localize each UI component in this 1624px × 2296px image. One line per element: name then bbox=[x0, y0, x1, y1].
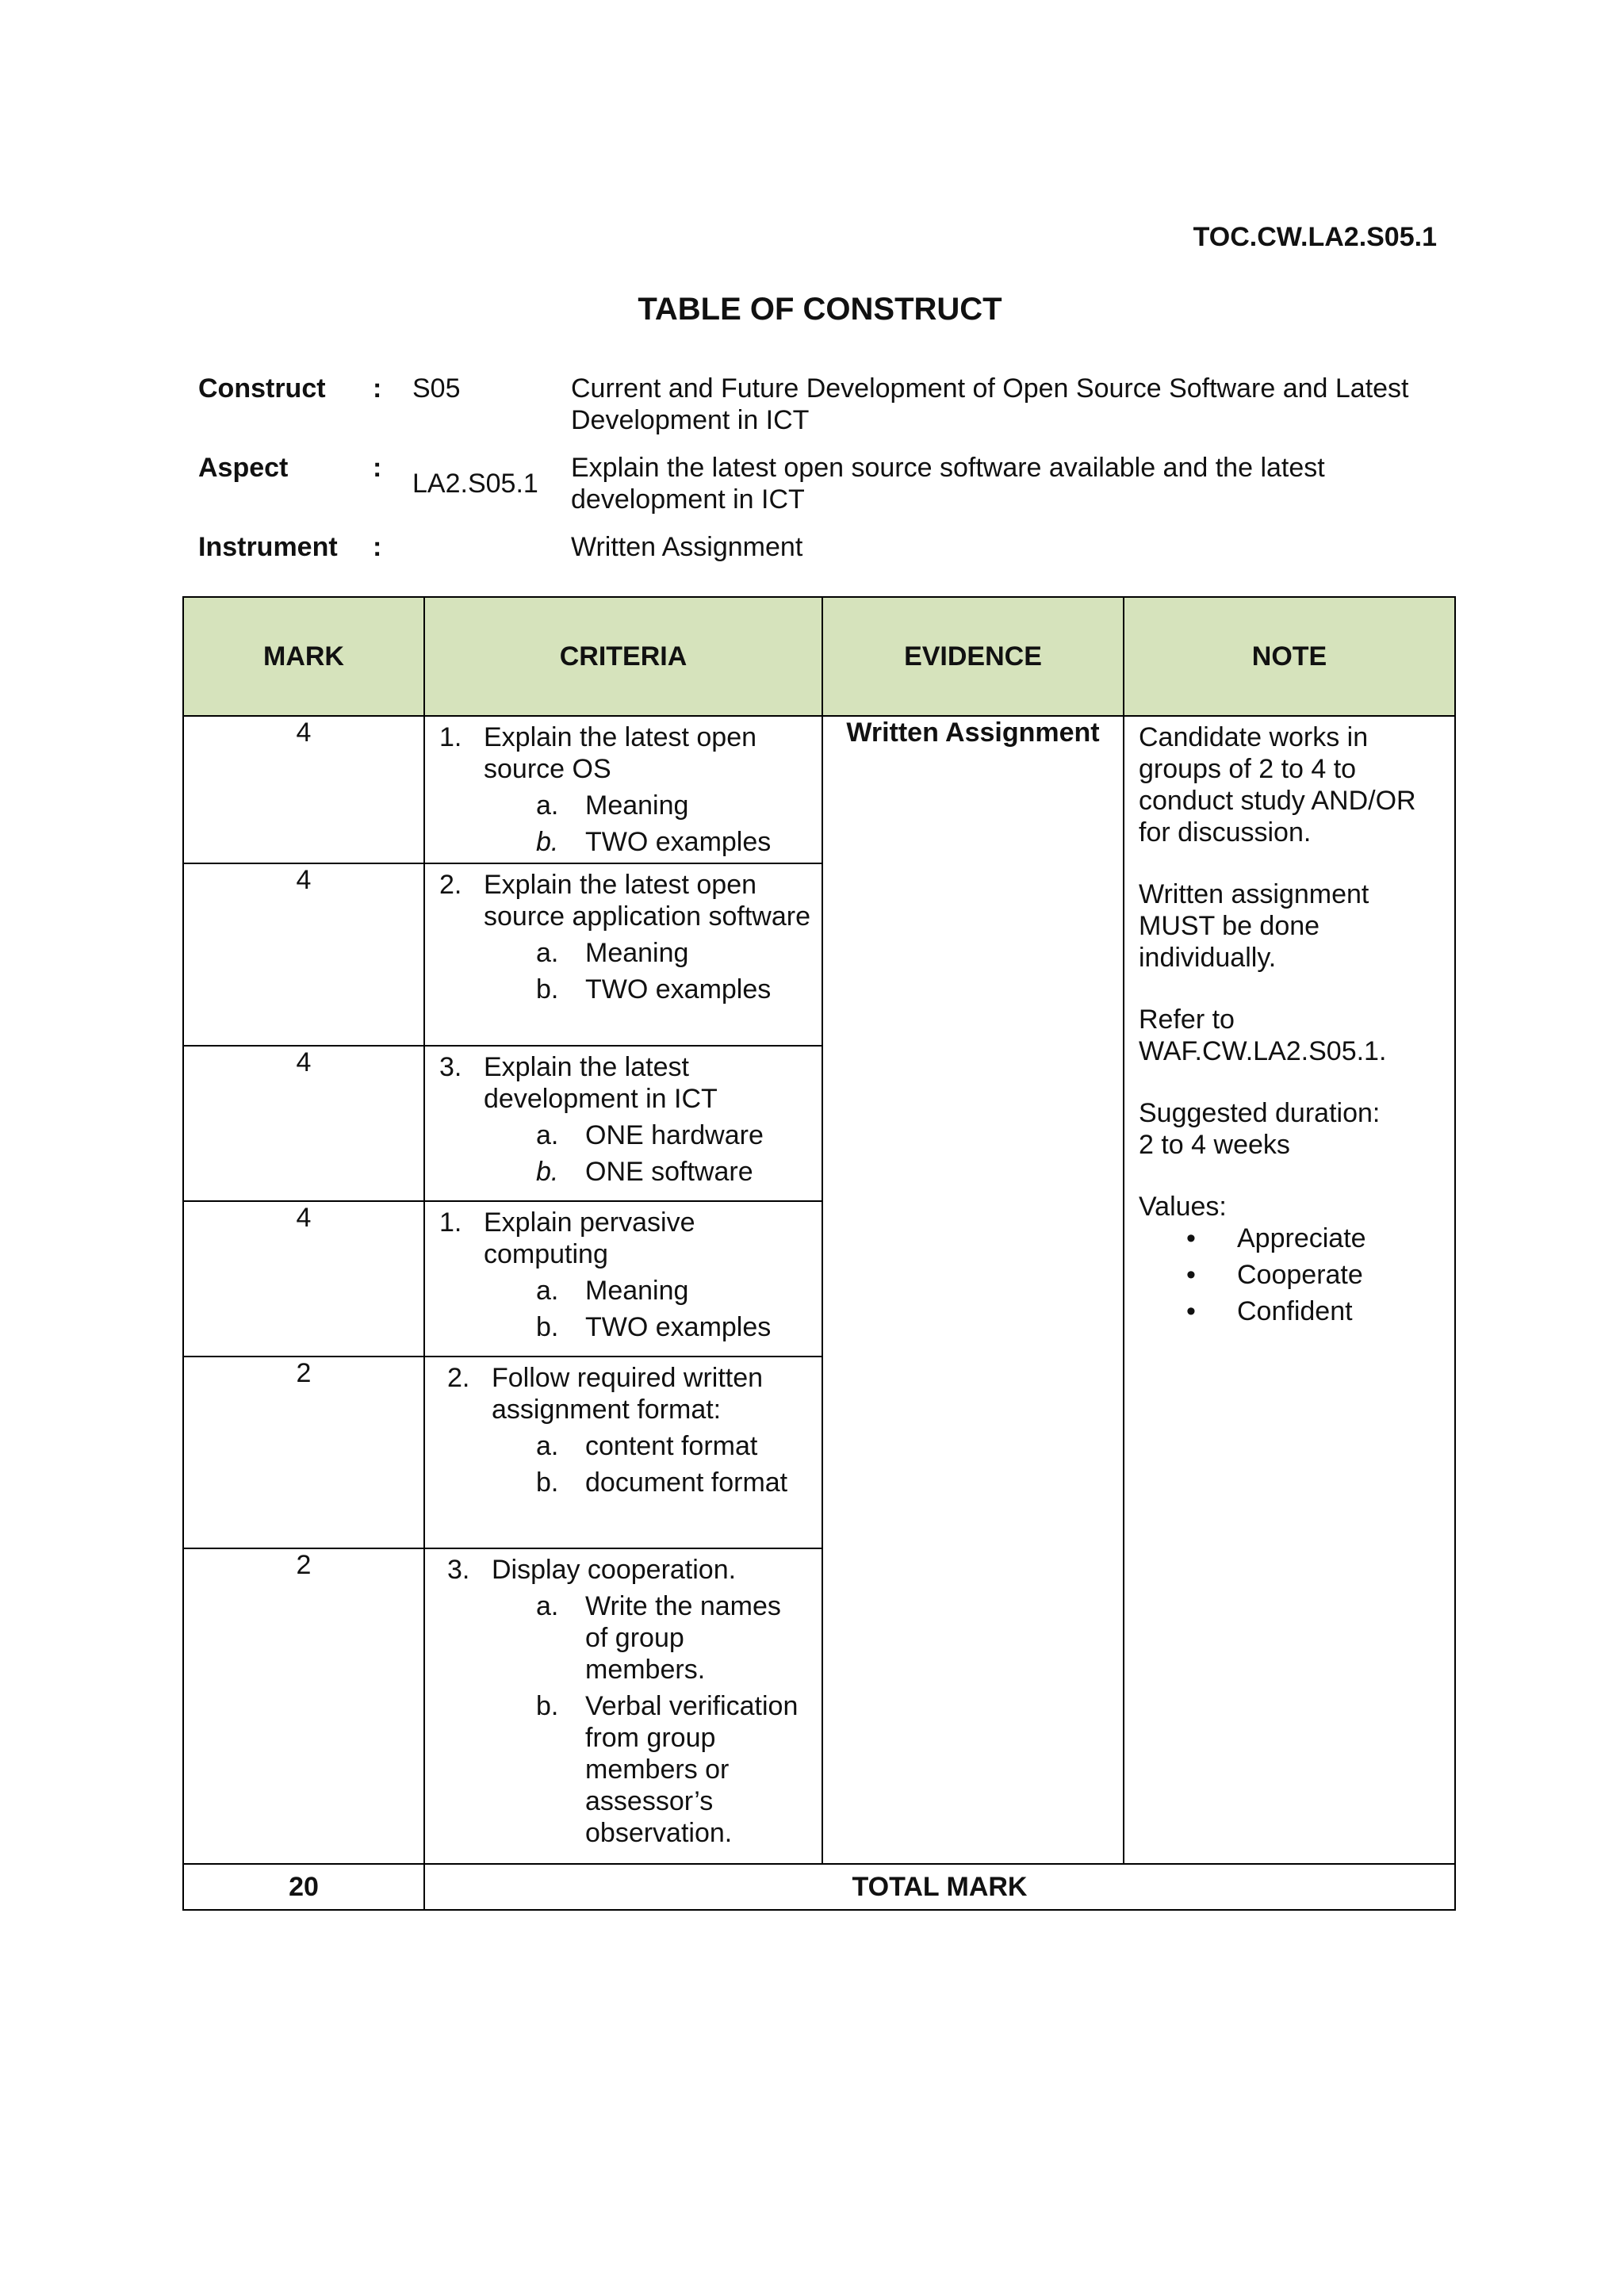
subitem-letter: a. bbox=[536, 1431, 559, 1461]
bullet-icon: • bbox=[1186, 1296, 1196, 1326]
construct-description: Current and Future Development of Open Source Software and Latest Development in ICT bbox=[571, 373, 1409, 435]
total-row bbox=[183, 1864, 1455, 1910]
subitem-letter: b. bbox=[536, 1468, 559, 1498]
subitem-text: TWO examples bbox=[585, 827, 772, 857]
subitem-letter: a. bbox=[536, 1120, 559, 1150]
instrument-description: Written Assignment bbox=[571, 532, 803, 562]
criteria-cell bbox=[424, 1357, 822, 1548]
aspect-description: Explain the latest open source software available and the latest development in ICT bbox=[571, 453, 1325, 515]
criteria-text: Explain the latest development in ICT bbox=[484, 1052, 718, 1114]
table-row bbox=[183, 716, 1455, 863]
subitem-text: Meaning bbox=[585, 938, 689, 968]
aspect-code: LA2.S05.1 bbox=[412, 469, 538, 499]
subitem-text: ONE software bbox=[585, 1157, 753, 1187]
criteria-item bbox=[436, 1554, 810, 1586]
instrument-row bbox=[198, 531, 1451, 563]
criteria-item bbox=[436, 721, 810, 785]
subitem-letter: b. bbox=[536, 1691, 559, 1721]
subitem-text: ONE hardware bbox=[585, 1120, 764, 1150]
criteria-subitem bbox=[436, 826, 810, 858]
subitem-letter: b. bbox=[536, 1157, 559, 1187]
subitem-text: Meaning bbox=[585, 790, 689, 821]
criteria-cell bbox=[424, 716, 822, 863]
subitem-letter: a. bbox=[536, 1276, 559, 1306]
aspect-colon: : bbox=[373, 453, 382, 483]
criteria-item bbox=[436, 1207, 810, 1270]
criteria-number: 1. bbox=[439, 722, 462, 752]
note-paragraph: Refer to WAF.CW.LA2.S05.1. bbox=[1139, 1004, 1387, 1066]
construct-code: S05 bbox=[412, 373, 461, 404]
instrument-label: Instrument bbox=[198, 532, 338, 562]
bullet-icon: • bbox=[1186, 1223, 1196, 1253]
criteria-number: 3. bbox=[447, 1555, 470, 1585]
construct-table bbox=[182, 596, 1456, 1911]
criteria-item bbox=[436, 1362, 810, 1425]
criteria-subitem bbox=[436, 790, 810, 821]
list-item bbox=[1186, 1295, 1440, 1327]
criteria-subitem bbox=[436, 1119, 810, 1151]
construct-colon: : bbox=[373, 373, 382, 404]
mark-cell: 4 bbox=[183, 863, 424, 1046]
criteria-cell bbox=[424, 1548, 822, 1864]
subitem-text: Write the names of group members. bbox=[585, 1591, 781, 1685]
subitem-text: document format bbox=[585, 1468, 788, 1498]
subitem-text: TWO examples bbox=[585, 1312, 772, 1342]
value-text: Confident bbox=[1237, 1296, 1353, 1326]
list-item bbox=[1186, 1223, 1440, 1254]
criteria-number: 2. bbox=[447, 1363, 470, 1393]
criteria-subitem bbox=[436, 1690, 810, 1849]
subitem-text: Meaning bbox=[585, 1276, 689, 1306]
criteria-text: Explain the latest open source OS bbox=[484, 722, 757, 784]
note-duration-label: Suggested duration: bbox=[1139, 1098, 1381, 1128]
criteria-item bbox=[436, 869, 810, 932]
criteria-cell bbox=[424, 1046, 822, 1201]
subitem-text: Verbal verification from group members or assessor’s observation. bbox=[585, 1691, 799, 1848]
criteria-subitem bbox=[436, 937, 810, 969]
note-cell bbox=[1124, 716, 1455, 1864]
criteria-text: Explain the latest open source application software bbox=[484, 870, 811, 932]
mark-cell: 4 bbox=[183, 716, 424, 863]
criteria-text: Display cooperation. bbox=[492, 1555, 737, 1585]
criteria-subitem bbox=[436, 1156, 810, 1188]
bullet-icon: • bbox=[1186, 1260, 1196, 1290]
construct-label: Construct bbox=[198, 373, 326, 404]
list-item bbox=[1186, 1259, 1440, 1291]
construct-row bbox=[198, 373, 1451, 436]
table-header-row bbox=[183, 597, 1455, 716]
mark-cell: 2 bbox=[183, 1357, 424, 1548]
document-code: TOC.CW.LA2.S05.1 bbox=[1193, 222, 1437, 252]
values-label: Values: bbox=[1139, 1192, 1227, 1222]
header-criteria: CRITERIA bbox=[424, 597, 822, 716]
note-duration-value: 2 to 4 weeks bbox=[1139, 1130, 1290, 1160]
aspect-label: Aspect bbox=[198, 453, 289, 483]
value-text: Appreciate bbox=[1237, 1223, 1366, 1253]
subitem-letter: a. bbox=[536, 938, 559, 968]
criteria-subitem bbox=[436, 1467, 810, 1498]
subitem-letter: a. bbox=[536, 1591, 559, 1621]
criteria-subitem bbox=[436, 974, 810, 1005]
criteria-text: Explain pervasive computing bbox=[484, 1207, 695, 1269]
construct-info bbox=[198, 373, 1451, 579]
header-note: NOTE bbox=[1124, 597, 1455, 716]
total-label: TOTAL MARK bbox=[424, 1864, 1455, 1910]
subitem-text: TWO examples bbox=[585, 974, 772, 1004]
subitem-letter: b. bbox=[536, 974, 559, 1004]
evidence-cell: Written Assignment bbox=[822, 716, 1124, 1864]
criteria-item bbox=[436, 1051, 810, 1115]
criteria-number: 2. bbox=[439, 870, 462, 900]
subitem-text: content format bbox=[585, 1431, 758, 1461]
header-mark: MARK bbox=[183, 597, 424, 716]
value-text: Cooperate bbox=[1237, 1260, 1363, 1290]
subitem-letter: b. bbox=[536, 827, 559, 857]
criteria-subitem bbox=[436, 1430, 810, 1462]
criteria-cell bbox=[424, 1201, 822, 1357]
mark-cell: 2 bbox=[183, 1548, 424, 1864]
criteria-text: Follow required written assignment format: bbox=[492, 1363, 764, 1425]
total-mark: 20 bbox=[183, 1864, 424, 1910]
criteria-number: 3. bbox=[439, 1052, 462, 1082]
subitem-letter: a. bbox=[536, 790, 559, 821]
criteria-cell bbox=[424, 863, 822, 1046]
header-evidence: EVIDENCE bbox=[822, 597, 1124, 716]
criteria-subitem bbox=[436, 1275, 810, 1307]
criteria-number: 1. bbox=[439, 1207, 462, 1238]
values-list bbox=[1139, 1223, 1440, 1327]
note-paragraph: Candidate works in groups of 2 to 4 to conduct study AND/OR for discussion. bbox=[1139, 722, 1416, 848]
criteria-subitem bbox=[436, 1590, 810, 1686]
aspect-row bbox=[198, 452, 1451, 515]
mark-cell: 4 bbox=[183, 1046, 424, 1201]
instrument-colon: : bbox=[373, 532, 382, 562]
subitem-letter: b. bbox=[536, 1312, 559, 1342]
note-paragraph: Written assignment MUST be done individually. bbox=[1139, 879, 1369, 973]
mark-cell: 4 bbox=[183, 1201, 424, 1357]
criteria-subitem bbox=[436, 1311, 810, 1343]
page-title: TABLE OF CONSTRUCT bbox=[638, 292, 1002, 327]
